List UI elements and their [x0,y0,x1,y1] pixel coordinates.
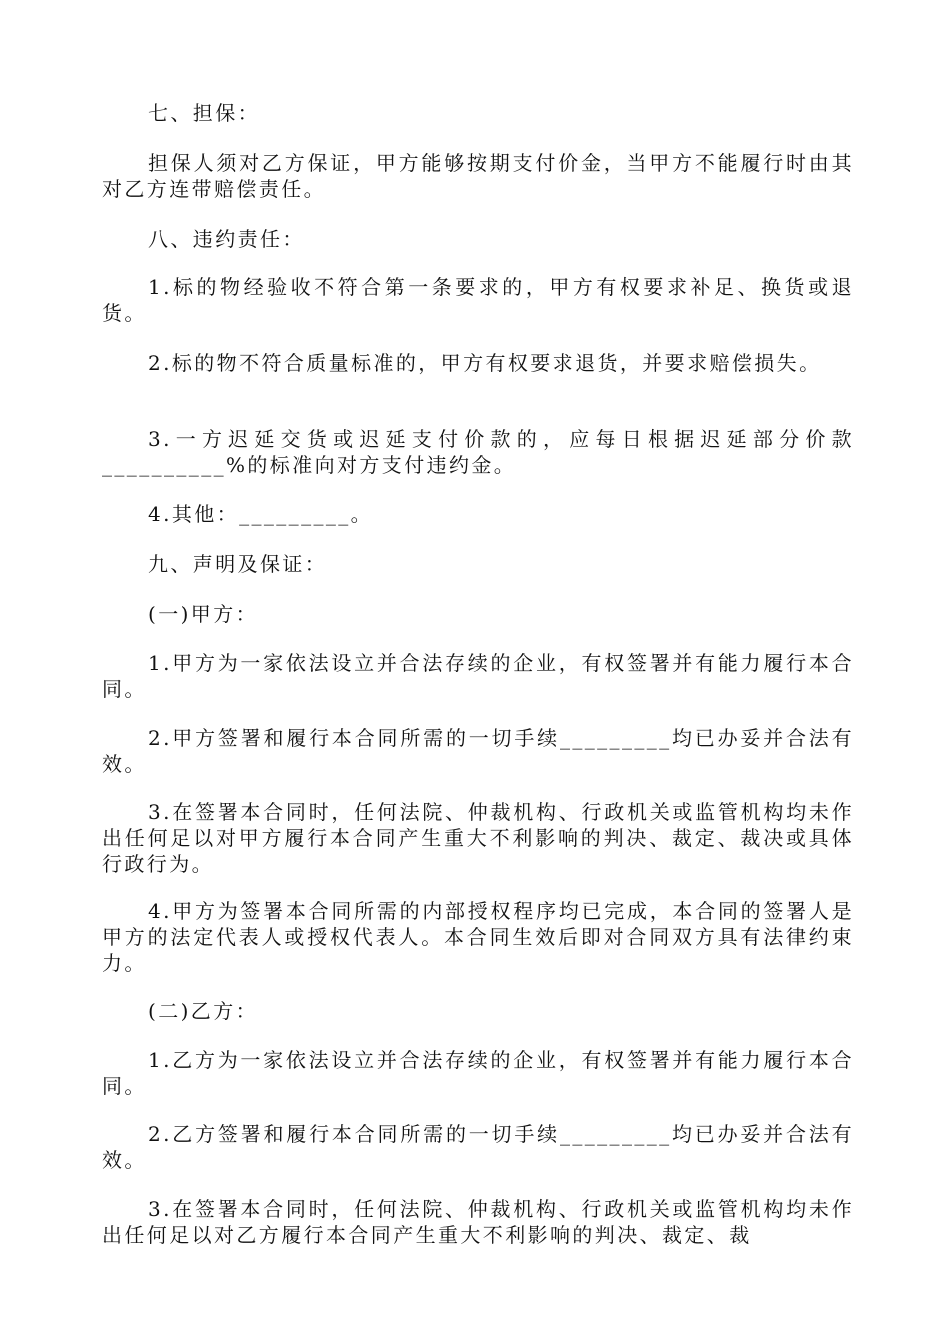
paragraph-guarantee-text: 担保人须对乙方保证，甲方能够按期支付价金，当甲方不能履行时由其对乙方连带赔偿责任。 [102,151,854,201]
section-heading-guarantee: 七、担保： [148,101,260,125]
subsection-heading-party-a: (一)甲方： [148,602,259,626]
clause-party-b-1: 1.乙方为一家依法设立并合法存续的企业，有权签署并有能力履行本合同。 [102,1048,854,1098]
clause-party-a-4: 4.甲方为签署本合同所需的内部授权程序均已完成，本合同的签署人是甲方的法定代表人或授权代表人。本合同生效后即对合同双方具有法律约束力。 [102,899,854,975]
clause-party-a-2: 2.甲方签署和履行本合同所需的一切手续_________均已办妥并合法有效。 [102,726,854,776]
section-heading-breach-liability: 八、违约责任： [148,227,305,251]
clause-party-a-1: 1.甲方为一家依法设立并合法存续的企业，有权签署并有能力履行本合同。 [102,651,854,701]
clause-breach-3: 3.一方迟延交货或迟延支付价款的，应每日根据迟延部分价款__________%的标准向对方支付违约金。 [102,427,854,477]
subsection-heading-party-b: (二)乙方： [148,999,259,1023]
clause-breach-4: 4.其他：_________。 [148,502,374,526]
clause-party-a-3: 3.在签署本合同时，任何法院、仲裁机构、行政机关或监管机构均未作出任何足以对甲方履行本合同产生重大不利影响的判决、裁定、裁决或具体行政行为。 [102,800,854,876]
clause-breach-2: 2.标的物不符合质量标准的，甲方有权要求退货，并要求赔偿损失。 [148,351,822,375]
clause-party-b-2: 2.乙方签署和履行本合同所需的一切手续_________均已办妥并合法有效。 [102,1122,854,1172]
clause-breach-1: 1.标的物经验收不符合第一条要求的，甲方有权要求补足、换货或退货。 [102,275,854,325]
clause-party-b-3: 3.在签署本合同时，任何法院、仲裁机构、行政机关或监管机构均未作出任何足以对乙方履行本合同产生重大不利影响的判决、裁定、裁 [102,1197,854,1247]
section-heading-declarations: 九、声明及保证： [148,552,328,576]
